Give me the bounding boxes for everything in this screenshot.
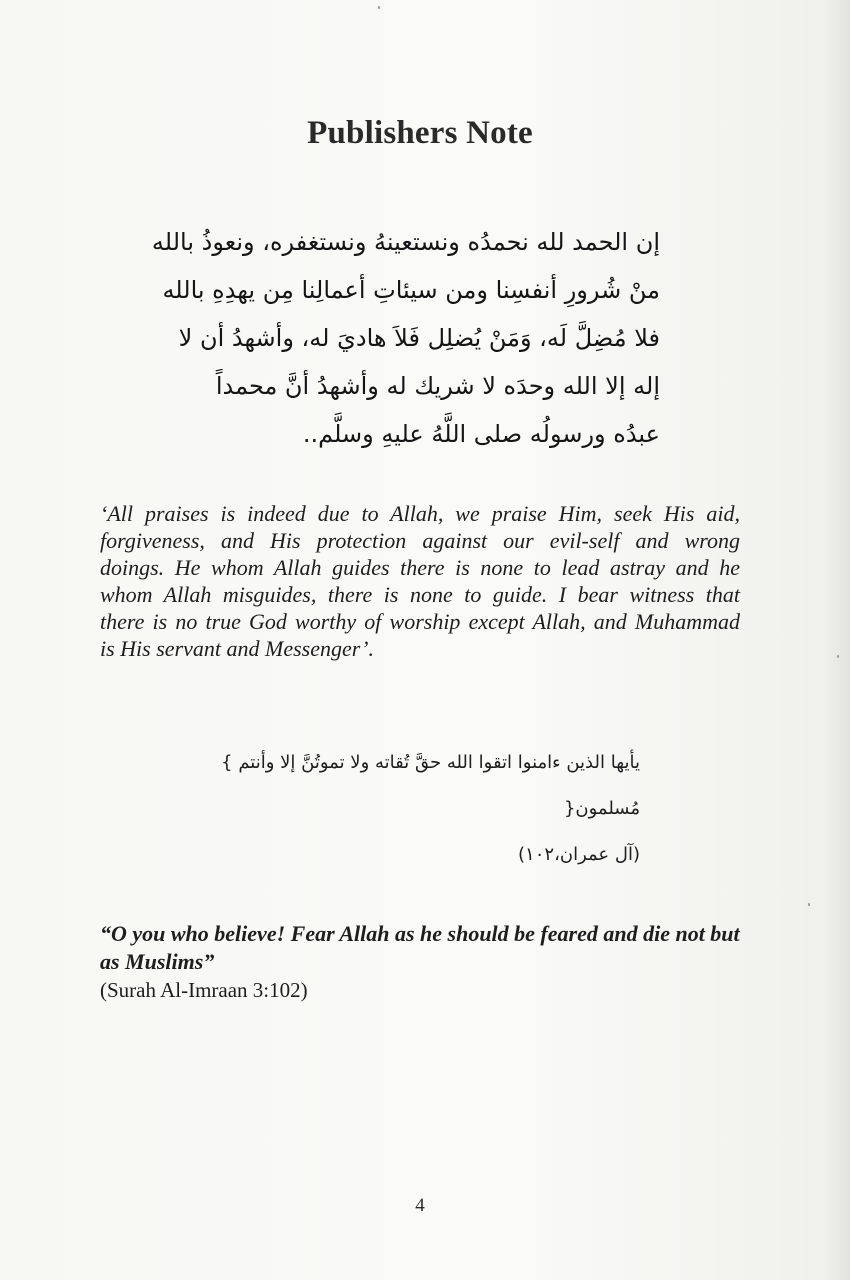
page-number: 4 bbox=[415, 1195, 425, 1216]
english-line: is His servant and Messenger’. bbox=[100, 636, 374, 661]
scan-speck bbox=[808, 903, 810, 906]
quran-verse-arabic bbox=[180, 740, 640, 878]
verse-quote: “O you who believe! Fear Allah as he should be feared and die not but as Muslims” bbox=[100, 921, 740, 974]
english-line: forgiveness, and His protection against our evil-self and wrong bbox=[100, 528, 740, 553]
scan-speck bbox=[837, 655, 839, 658]
english-line: there is no true God worthy of worship except Allah, and Muhammad bbox=[100, 609, 740, 634]
english-line: ‘All praises is indeed due to Allah, we praise Him, seek His aid, bbox=[100, 501, 740, 526]
verse-arabic-line: يأيها الذين ءامنوا اتقوا الله حقَّ تُقاته ولا تموتُنَّ إلا وأنتم } bbox=[221, 752, 640, 773]
verse-reference: (Surah Al-Imraan 3:102) bbox=[100, 978, 308, 1002]
arabic-line: فلا مُضِلَّ لَه، وَمَنْ يُضلِل فَلاَ هاديَ له، وأشهدُ أن لا bbox=[178, 324, 660, 352]
english-line: whom Allah misguides, there is none to guide. I bear witness that bbox=[100, 582, 740, 607]
page-title: Publishers Note bbox=[307, 115, 533, 151]
arabic-line: عبدُه ورسولُه صلى اللَّهُ عليهِ وسلَّم.. bbox=[302, 420, 660, 448]
verse-arabic-line: مُسلمون{ bbox=[563, 798, 640, 819]
scan-speck bbox=[378, 6, 380, 9]
english-line: doings. He whom Allah guides there is none to lead astray and he bbox=[100, 555, 740, 580]
english-translation bbox=[100, 500, 740, 662]
arabic-line: منْ شُرورِ أنفسِنا ومن سيئاتِ أعمالِنا مِن يهدِهِ بالله bbox=[162, 276, 660, 304]
arabic-opening-supplication bbox=[151, 218, 660, 458]
quran-verse-english bbox=[100, 920, 760, 1004]
arabic-line: إله إلا الله وحدَه لا شريك له وأشهدُ أنَّ محمداً bbox=[215, 372, 660, 400]
arabic-line: إن الحمد لله نحمدُه ونستعينهُ ونستغفره، ونعوذُ بالله bbox=[151, 228, 660, 256]
verse-reference-arabic: (آل عمران،١٠٢) bbox=[518, 844, 640, 865]
